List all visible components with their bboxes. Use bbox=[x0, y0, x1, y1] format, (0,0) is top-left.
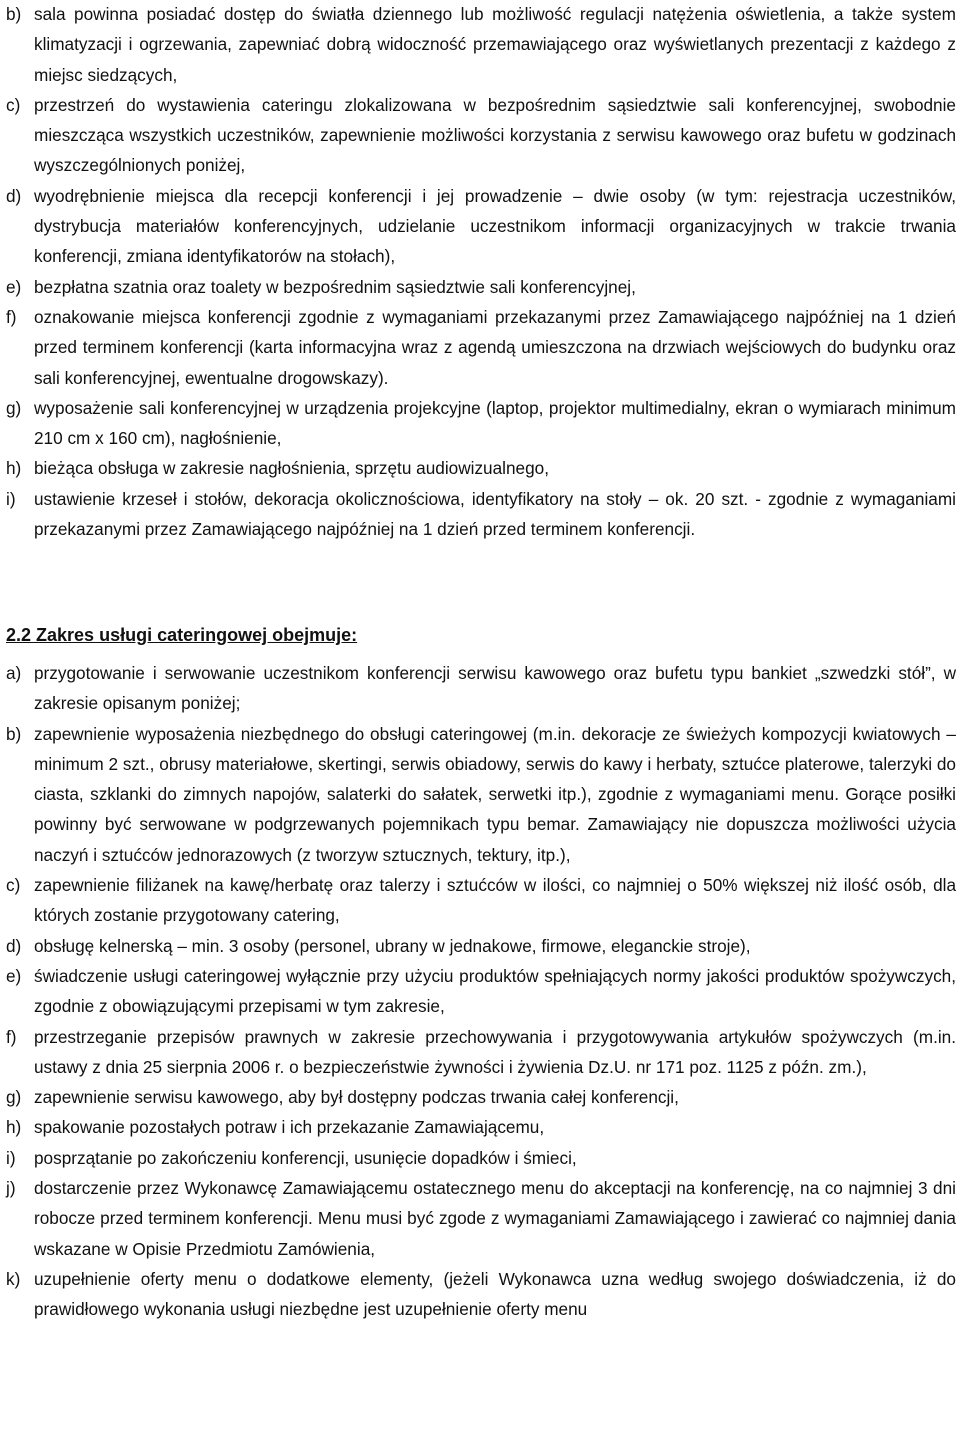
list-item-text: wyposażenie sali konferencyjnej w urządzenia projekcyjne (laptop, projektor multimedialny, ekran o wymiarach minimum 210 cm x 160 cm), nagłośnienie, bbox=[34, 397, 956, 449]
list-item bbox=[6, 1022, 956, 1083]
list-item-text: wyodrębnienie miejsca dla recepcji konferencji i jej prowadzenie – dwie osoby (w tym: rejestracja uczestników, dystrybucja materiałów konferencyjnych, udzielanie uczestnikom informacji organizacyjnych w trakcie trwania konferencji, zmiana identyfikatorów na stołach), bbox=[34, 185, 956, 267]
section-heading: 2.2 Zakres usługi cateringowej obejmuje: bbox=[6, 625, 358, 645]
list-marker: a) bbox=[6, 663, 22, 683]
list-item-text: zapewnienie serwisu kawowego, aby był dostępny podczas trwania całej konferencji, bbox=[34, 1087, 679, 1108]
list-item bbox=[6, 302, 956, 393]
catering-scope-list bbox=[6, 658, 956, 1325]
list-marker: f) bbox=[6, 1026, 17, 1047]
list-marker: i) bbox=[6, 488, 16, 509]
list-item bbox=[6, 484, 956, 545]
list-item-text: bieżąca obsługa w zakresie nagłośnienia, sprzętu audiowizualnego, bbox=[34, 458, 549, 479]
list-item bbox=[6, 453, 956, 483]
list-marker: g) bbox=[6, 1087, 22, 1108]
list-item bbox=[6, 90, 956, 181]
list-item bbox=[6, 931, 956, 961]
list-item bbox=[6, 0, 956, 90]
list-item bbox=[6, 272, 956, 302]
list-marker: d) bbox=[6, 935, 22, 956]
list-item-text: posprzątanie po zakończeniu konferencji, usunięcie dopadków i śmieci, bbox=[34, 1147, 577, 1168]
list-item bbox=[6, 961, 956, 1022]
list-item-text: świadczenie usługi cateringowej wyłącznie przy użyciu produktów spełniających normy jakości produktów spożywczych, zgodnie z obowiązującymi przepisami w tym zakresie, bbox=[34, 965, 956, 1017]
list-item-text: przestrzeganie przepisów prawnych w zakresie przechowywania i przygotowywania artykułów spożywczych (m.in. ustawy z dnia 25 sierpnia 2006 r. o bezpieczeństwie żywności i żywienia Dz.U. nr 171 poz. 1125 z późn. zm.), bbox=[34, 1026, 956, 1077]
list-item bbox=[6, 1082, 956, 1112]
list-item-text: ustawienie krzeseł i stołów, dekoracja okolicznościowa, identyfikatory na stoły – ok. 20 szt. - zgodnie z wymaganiami przekazanymi przez Zamawiającego najpóźniej na 1 dzień przed terminem konferencji. bbox=[34, 488, 956, 540]
list-marker: e) bbox=[6, 965, 22, 986]
list-marker: c) bbox=[6, 875, 21, 896]
list-marker: e) bbox=[6, 276, 22, 297]
list-marker: b) bbox=[6, 723, 22, 744]
list-item-text: zapewnienie wyposażenia niezbędnego do obsługi cateringowej (m.in. dekoracje ze świeżych kompozycji kwiatowych – minimum 2 szt., obrusy materiałowe, skertingi, serwis obiadowy, serwis do kawy i herbaty, sztućce platerowe, talerzyki do ciasta, szklanki do zimnych napojów, salaterki do sałatek, serwetki itp.), zgodnie z wymaganiami menu. Gorące posiłki powinny być serwowane w podgrzewanych pojemnikach typu bemar. Zamawiający nie dopuszcza możliwości użycia naczyń i sztućców jednorazowych (z tworzyw sztucznych, tektury, itp.), bbox=[34, 723, 956, 865]
list-item bbox=[6, 1173, 956, 1264]
list-marker: f) bbox=[6, 306, 17, 327]
list-marker: c) bbox=[6, 94, 21, 115]
list-marker: h) bbox=[6, 1117, 22, 1138]
list-item bbox=[6, 719, 956, 870]
list-item-text: sala powinna posiadać dostęp do światła dziennego lub możliwość regulacji natężenia oświetlenia, a także system klimatyzacji i ogrzewania, zapewniać dobrą widoczność przemawiającego oraz wyświetlanych prezentacji z każdego z miejsc siedzących, bbox=[34, 4, 956, 85]
list-item bbox=[6, 870, 956, 931]
list-item bbox=[6, 658, 956, 719]
list-item-text: obsługę kelnerską – min. 3 osoby (personel, ubrany w jednakowe, firmowe, eleganckie stroje), bbox=[34, 935, 751, 956]
list-marker: k) bbox=[6, 1268, 21, 1289]
list-marker: h) bbox=[6, 458, 22, 479]
list-item-text: oznakowanie miejsca konferencji zgodnie z wymaganiami przekazanymi przez Zamawiającego najpóźniej na 1 dzień przed terminem konferencji (karta informacyjna wraz z agendą umieszczona na drzwiach wejściowych do budynku oraz sali konferencyjnej, ewentualne drogowskazy). bbox=[34, 306, 956, 388]
list-item bbox=[6, 1143, 956, 1173]
list-item-text: przygotowanie i serwowanie uczestnikom konferencji serwisu kawowego oraz bufetu typu bankiet „szwedzki stół”, w zakresie opisanym poniżej; bbox=[34, 663, 956, 714]
list-item-text: spakowanie pozostałych potraw i ich przekazanie Zamawiającemu, bbox=[34, 1117, 545, 1138]
list-item-text: uzupełnienie oferty menu o dodatkowe elementy, (jeżeli Wykonawca uzna według swojego doświadczenia, iż do prawidłowego wykonania usługi niezbędne jest uzupełnienie oferty menu bbox=[34, 1268, 956, 1320]
list-item-text: przestrzeń do wystawienia cateringu zlokalizowana w bezpośrednim sąsiedztwie sali konferencyjnej, swobodnie mieszcząca wszystkich uczestników, zapewnienie możliwości korzystania z serwisu kawowego oraz bufetu w godzinach wyszczególnionych poniżej, bbox=[34, 94, 956, 176]
list-marker: j) bbox=[6, 1178, 16, 1199]
list-item bbox=[6, 393, 956, 454]
list-item bbox=[6, 1112, 956, 1142]
list-item bbox=[6, 1264, 956, 1325]
list-marker: g) bbox=[6, 397, 22, 418]
list-marker: i) bbox=[6, 1147, 16, 1168]
list-item bbox=[6, 181, 956, 272]
list-item-text: zapewnienie filiżanek na kawę/herbatę oraz talerzy i sztućców w ilości, co najmniej o 50% większej niż ilość osób, dla których zostanie przygotowany catering, bbox=[34, 875, 956, 926]
list-item-text: bezpłatna szatnia oraz toalety w bezpośrednim sąsiedztwie sali konferencyjnej, bbox=[34, 276, 636, 297]
list-marker: d) bbox=[6, 185, 22, 206]
venue-requirements-list bbox=[6, 0, 956, 544]
list-marker: b) bbox=[6, 4, 22, 24]
list-item-text: dostarczenie przez Wykonawcę Zamawiającemu ostatecznego menu do akceptacji na konferencję, na co najmniej 3 dni robocze przed terminem konferencji. Menu musi być zgode z wymaganiami Zamawiającego i zawierać co najmniej dania wskazane w Opisie Przedmiotu Zamówienia, bbox=[34, 1178, 956, 1259]
